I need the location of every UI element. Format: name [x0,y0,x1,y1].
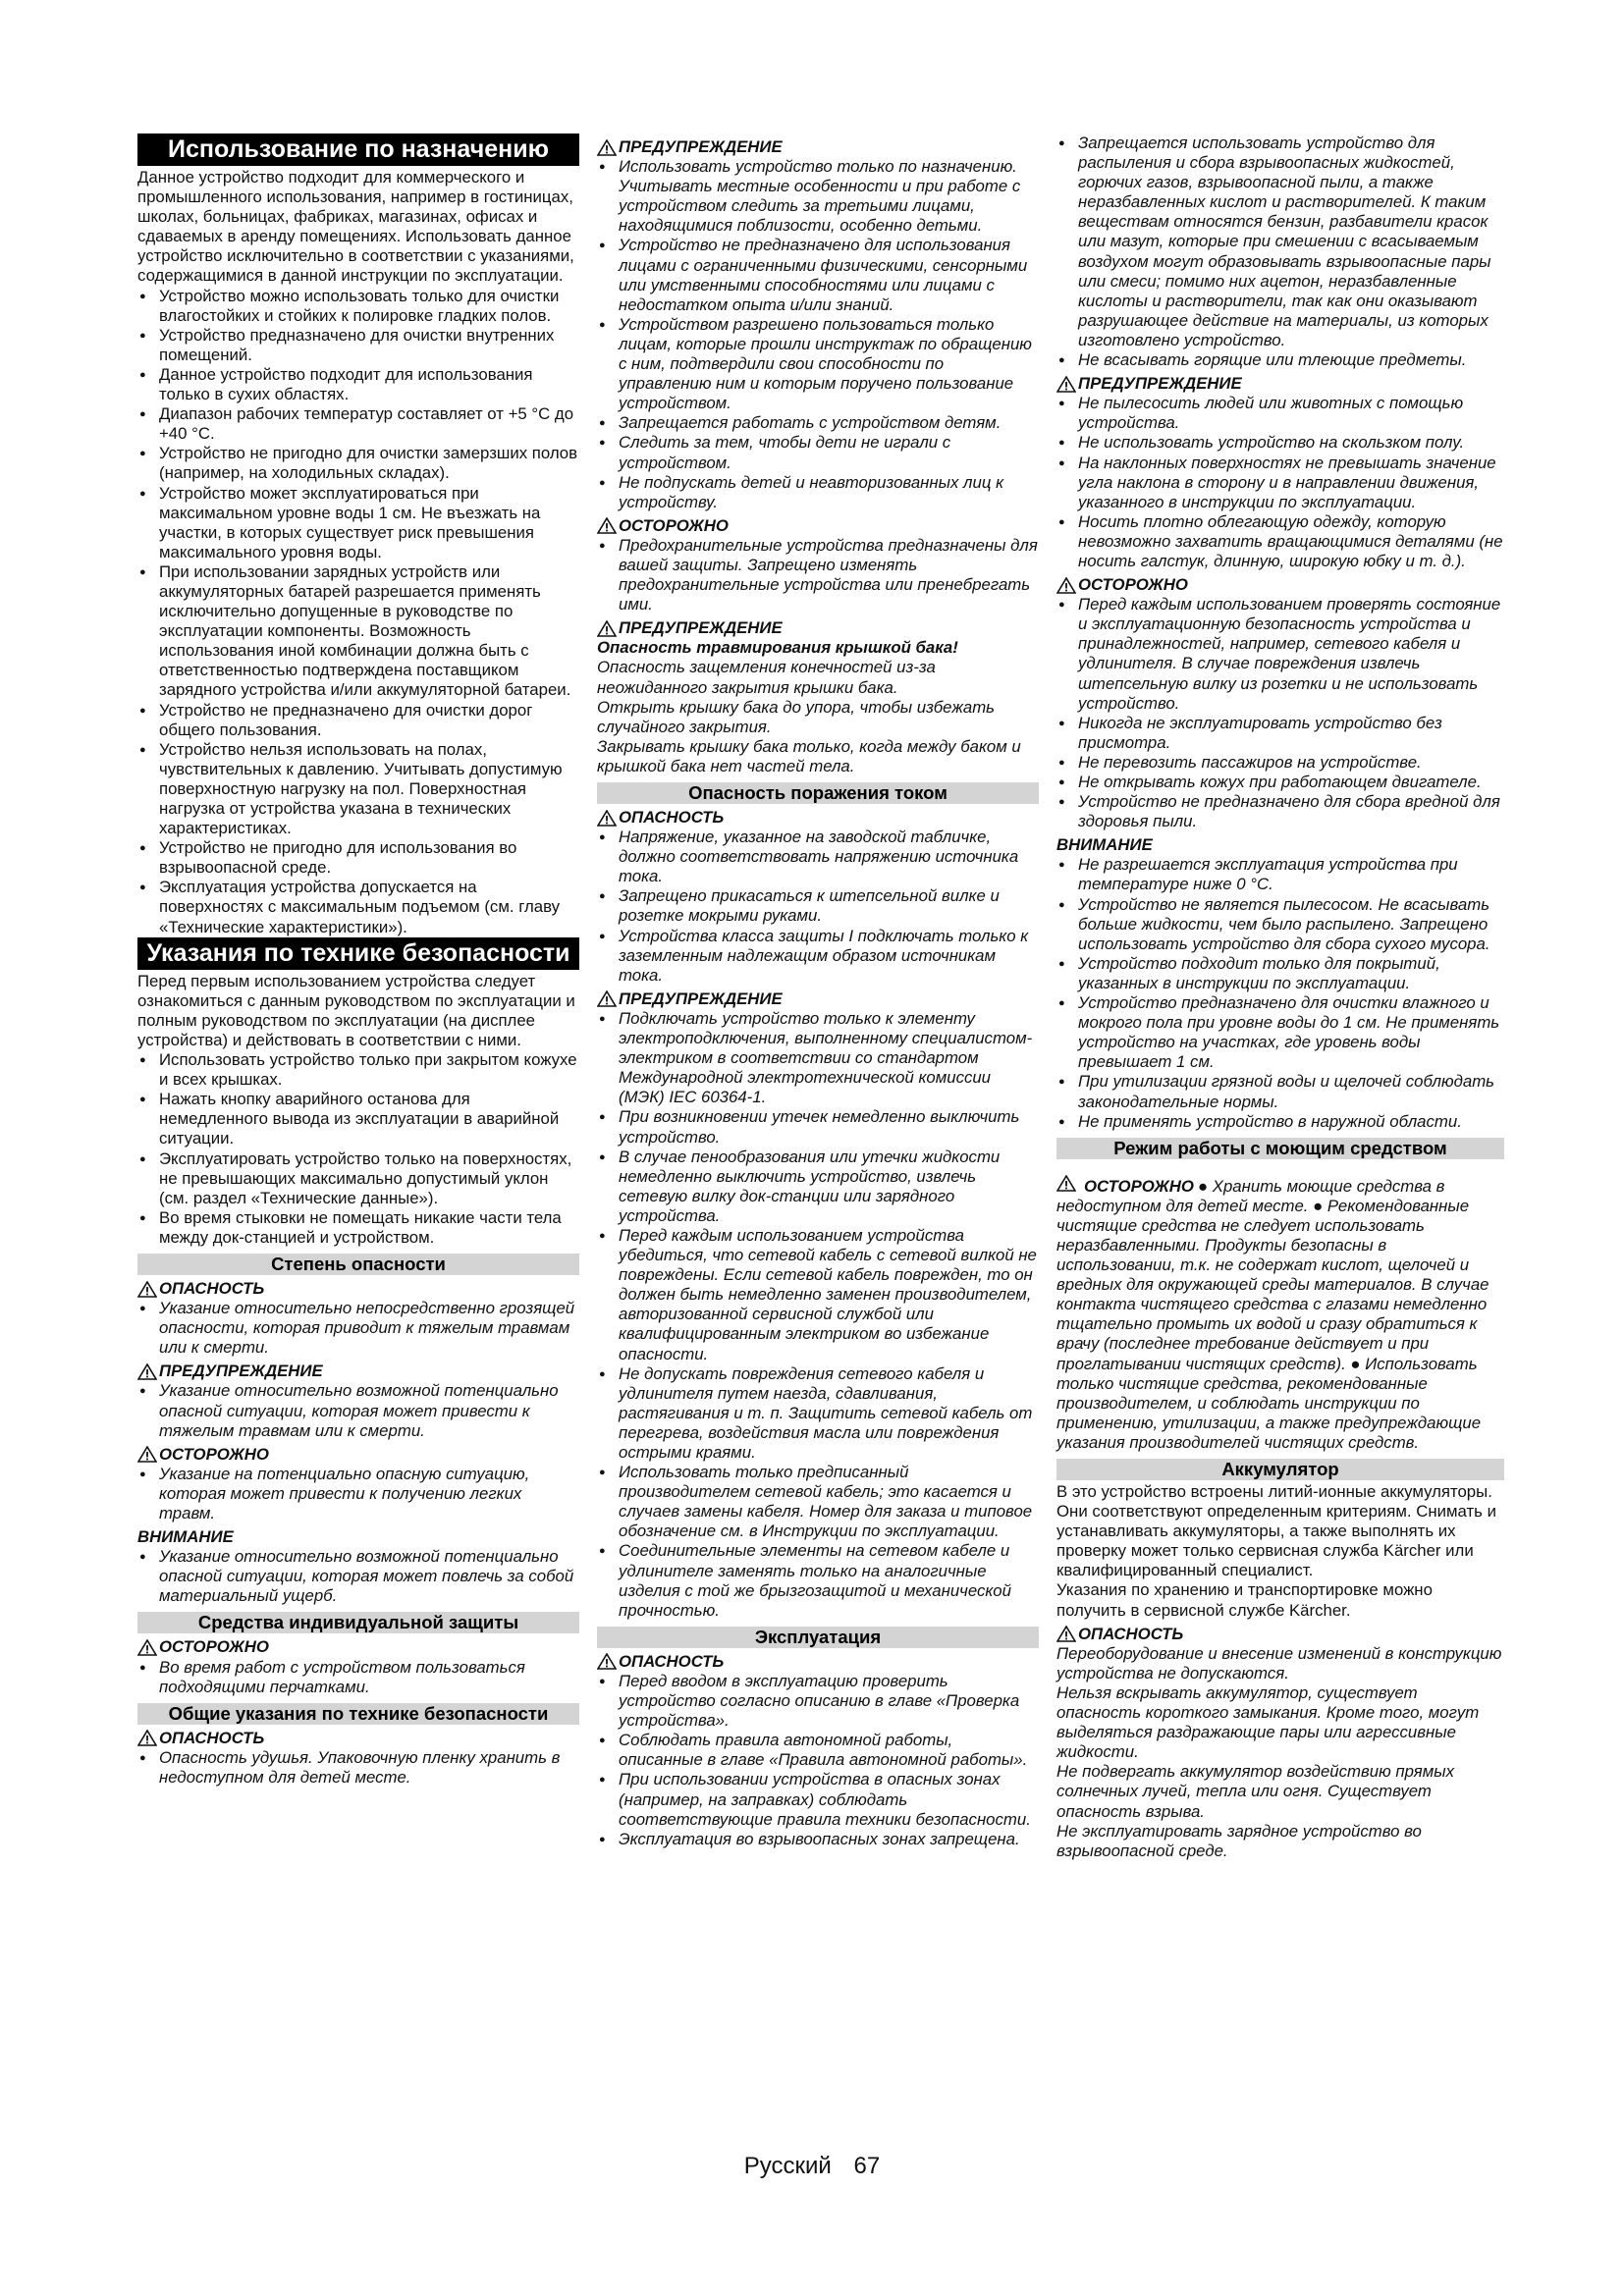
list-item: ● Эксплуатация устройства допускается на поверхностях с максимальным подъемом (см. главу «Технические характеристики»). [137,878,579,936]
warning-triangle-icon [137,1639,157,1656]
list-item: ● Не перевозить пассажиров на устройстве. [1056,753,1504,773]
signal-word-text: ОСТОРОЖНО [159,1444,269,1464]
list-item: ● Не открывать кожух при работающем двигателе. [1056,773,1504,792]
list-item: ● Устройство предназначено для очистки внутренних помещений. [137,326,579,365]
italic-paragraph: Не подвергать аккумулятор воздействию прямых солнечных лучей, тепла или огня. Существует опасность взрыва. [1056,1762,1454,1821]
bullet-list [137,1381,579,1440]
signal-word-text: ОСТОРОЖНО [1078,575,1188,595]
subsection-heading: Общие указания по технике безопасности [137,1703,579,1725]
list-item: ● Перед каждым использованием проверять состояние и эксплуатационную безопасность устройства и принадлежностей, например, сетевого кабеля и удлинителя. В случае повреждения извлечь штепсельную вилку из розетки и не использовать устройство. [1056,595,1504,714]
bullet-list [137,1547,579,1606]
signal-word-text: ОПАСНОСТЬ [619,1651,725,1671]
list-item: ● Эксплуатация во взрывоопасных зонах запрещена. [597,1830,1039,1849]
signal-word-text: ПРЕДУПРЕЖДЕНИЕ [1078,374,1242,394]
list-item: ● Использовать только предписанный производителем сетевой кабель; это касается и случаев замены кабеля. Номер для заказа и типовое обозначение см. в Инструкции по эксплуатации. [597,1463,1039,1541]
list-item: ● Перед каждым использованием устройства убедиться, что сетевой кабель с сетевой вилкой не повреждены. Если сетевой кабель поврежден, то он должен быть немедленно заменен производителем, авторизованной сервисной службой или квалифицированным электриком во избежание опасности. [597,1226,1039,1364]
warning-triangle-icon [137,1730,157,1746]
list-item: ● Следить за тем, чтобы дети не играли с устройством. [597,433,1039,472]
list-item: ● Не подпускать детей и неавторизованных лиц к устройству. [597,473,1039,512]
column-right [1056,133,1504,1861]
warning-triangle-icon [597,139,617,156]
list-item: ● При утилизации грязной воды и щелочей соблюдать законодательные нормы. [1056,1072,1504,1111]
bullet-list [137,1050,579,1248]
signal-word [1056,835,1504,855]
list-item: ● Нажать кнопку аварийного останова для немедленного вывода из эксплуатации в аварийной ситуации. [137,1090,579,1148]
section-heading: Использование по назначению [137,133,579,166]
bullet-list [597,1009,1039,1621]
bullet-list [1056,133,1504,370]
list-item: ● Устройство не пригодно для очистки замерзших полов (например, на холодильных складах). [137,444,579,483]
signal-word [597,618,1039,638]
list-item: ● Не применять устройство в наружной области. [1056,1112,1504,1132]
list-item: ● Диапазон рабочих температур составляет от +5 °С до +40 °С. [137,404,579,444]
paragraph: Указания по хранению и транспортировке можно получить в сервисной службе Kärcher. [1056,1580,1433,1620]
list-item: ● Устройства класса защиты I подключать только к заземленным надлежащим образом источникам тока. [597,927,1039,986]
page-footer [0,2153,1624,2180]
list-item: ● Устройство не является пылесосом. Не всасывать больше жидкости, чем было распылено. Запрещено использовать устройство для сбора сухого мусора. [1056,895,1504,954]
column-middle [597,133,1039,1849]
italic-paragraph: Открыть крышку бака до упора, чтобы избежать случайного закрытия. [597,697,995,736]
warning-triangle-icon [597,810,617,827]
bullet-list [1056,394,1504,571]
list-item: ● Данное устройство подходит для использования только в сухих областях. [137,365,579,404]
italic-paragraph: Переоборудование и внесение изменений в конструкцию устройства не допускаются. [1056,1643,1502,1682]
list-item: ● Устройством разрешено пользоваться только лицам, которые прошли инструктаж по обращению с ним, подтвердили свои способности по управлению ним и которым поручено пользование устройством. [597,315,1039,413]
list-item: ● При использовании устройства в опасных зонах (например, на заправках) соблюдать соответствующие правила техники безопасности. [597,1770,1039,1829]
list-item: ● Устройство подходит только для покрытий, указанных в инструкции по эксплуатации. [1056,954,1504,993]
list-item: ● Запрещено прикасаться к штепсельной вилке и розетке мокрыми руками. [597,886,1039,926]
signal-word-text: ПРЕДУПРЕЖДЕНИЕ [619,137,783,156]
signal-word [597,1652,1039,1672]
list-item: ● Не всасывать горящие или тлеющие предметы. [1056,350,1504,370]
list-item: ● Напряжение, указанное на заводской табличке, должно соответствовать напряжению источника тока. [597,828,1039,886]
list-item: ● В случае пенообразования или утечки жидкости немедленно выключить устройство, извлечь сетевую вилку док-станции или зарядного устройства. [597,1148,1039,1226]
list-item: ● Не разрешается эксплуатация устройства при температуре ниже 0 °С. [1056,855,1504,894]
bullet-list [597,1672,1039,1849]
list-item: ● Не использовать устройство на скользком полу. [1056,433,1504,453]
list-item: ● При возникновении утечек немедленно выключить устройство. [597,1107,1039,1147]
warning-triangle-icon [597,990,617,1007]
subsection-heading: Степень опасности [137,1254,579,1275]
list-item: ● Устройство нельзя использовать на полах, чувствительных к давлению. Учитывать допустимую поверхностную нагрузку на пол. Поверхностная нагрузка от устройства указана в технических характеристиках. [137,740,579,838]
signal-word [137,1527,579,1547]
signal-word [1056,575,1504,595]
signal-word-text: ОПАСНОСТЬ [619,808,725,827]
list-item: ● Подключать устройство только к элементу электроподключения, выполненному специалистом-электриком в соответствии со стандартом Международной электротехнической комиссии (МЭК) IEC 60364-1. [597,1009,1039,1107]
list-item: ● Указание относительно возможной потенциально опасной ситуации, которая может повлечь за собой материальный ущерб. [137,1547,579,1606]
list-item: ● Использовать устройство только при закрытом кожухе и всех крышках. [137,1050,579,1090]
signal-word [1056,1625,1504,1644]
warning-triangle-icon [1056,1175,1076,1192]
list-item: ● Использовать устройство только по назначению. Учитывать местные особенности и при работе с устройством следить за третьими лицами, находящимися поблизости, особенно детьми. [597,157,1039,236]
subsection-heading: Опасность поражения током [597,782,1039,804]
list-item: ● Устройство не предназначено для использования лицами с ограниченными физическими, сенсорными или умственными способностями или лицами с недостатком опыта и/или знаний. [597,236,1039,314]
list-item: ● Устройство можно использовать только для очистки влагостойких и стойких к полировке гладких полов. [137,287,579,326]
list-item: ● Запрещается работать с устройством детям. [597,413,1039,433]
list-item: ● Устройство предназначено для очистки влажного и мокрого пола при уровне воды до 1 см. Не применять устройство на участках, где уровень воды превышает 1 см. [1056,993,1504,1072]
bold-italic-paragraph: Опасность травмирования крышкой бака! [597,638,958,658]
list-item: ● Предохранительные устройства предназначены для вашей защиты. Запрещено изменять предохранительные устройства или пренебрегать ими. [597,536,1039,614]
subsection-heading: Режим работы с моющим средством [1056,1138,1504,1159]
signal-word-text: ОСТОРОЖНО [619,515,729,535]
list-item: ● Указание на потенциально опасную ситуацию, которая может привести к получению легких травм. [137,1465,579,1523]
subsection-heading: Эксплуатация [597,1627,1039,1648]
warning-triangle-icon [1056,577,1076,594]
list-item: ● Указание относительно непосредственно грозящей опасности, которая приводит к тяжелым травмам или к смерти. [137,1299,579,1358]
signal-word-text: ВНИМАНИЕ [137,1527,234,1547]
signal-word-inline: ОСТОРОЖНО [1084,1176,1194,1196]
list-item: ● Устройство не пригодно для использования во взрывоопасной среде. [137,838,579,878]
warning-triangle-icon [137,1446,157,1463]
warning-triangle-icon [597,1653,617,1670]
section-heading: Указания по технике безопасности [137,937,579,970]
bullet-list [597,536,1039,614]
signal-word [137,1445,579,1465]
signal-word-text: ОСТОРОЖНО [159,1637,269,1657]
signal-word-text: ОПАСНОСТЬ [159,1728,265,1747]
list-item: ● Никогда не эксплуатировать устройство без присмотра. [1056,714,1504,753]
list-item: ● Во время работ с устройством пользоваться подходящими перчатками. [137,1658,579,1697]
signal-word-text: ВНИМАНИЕ [1056,835,1153,855]
list-item: ● Носить плотно облегающую одежду, которую невозможно захватить вращающимися деталями (не носить галстук, длинную, широкую юбку и т. д.). [1056,512,1504,571]
signal-word [1056,374,1504,394]
signal-word [137,1637,579,1657]
warning-triangle-icon [1056,376,1076,393]
signal-word-text: ПРЕДУПРЕЖДЕНИЕ [619,988,783,1008]
signal-word [137,1729,579,1748]
paragraph: Данное устройство подходит для коммерческого и промышленного использования, например в гостиницах, школах, больницах, фабриках, магазинах, офисах и сдаваемых в аренду помещениях. Использовать данное устройство исключительно в соответствии с указаниями, содержащимися в данной инструкции по эксплуатации. [137,168,574,286]
signal-word-text: ПРЕДУПРЕЖДЕНИЕ [159,1362,323,1381]
signal-word [597,516,1039,536]
list-item: ● Эксплуатировать устройство только на поверхностях, не превышающих максимально допустимый уклон (см. раздел «Технические данные»). [137,1149,579,1208]
warning-triangle-icon [137,1363,157,1380]
list-item: ● Во время стыковки не помещать никакие части тела между док-станцией и устройством. [137,1208,579,1248]
italic-paragraph: Закрывать крышку бака только, когда между баком и крышкой бака нет частей тела. [597,736,1021,775]
bullet-list [1056,595,1504,831]
bullet-list [597,828,1039,986]
list-item: ● Опасность удушья. Упаковочную пленку хранить в недоступном для детей месте. [137,1748,579,1788]
warning-triangle-icon [597,517,617,534]
bullet-list [597,157,1039,512]
italic-paragraph: Не эксплуатировать зарядное устройство во взрывоопасной среде. [1056,1821,1422,1860]
list-item: ● Запрещается использовать устройство для распыления и сбора взрывоопасных жидкостей, горючих газов, взрывоопасной пыли, а также неразбавленных кислот и растворителей. К таким веществам относятся бензин, разбавители красок или мазут, которые при смешении с всасываемым воздухом могут образовывать взрывоопасные пары или смеси; помимо них ацетон, неразбавленные кислоты и растворители, так как они оказывают разрушающее действие на материалы, из которых изготовлено устройство. [1056,133,1504,350]
bullet-list [137,1299,579,1358]
list-item: ● При использовании зарядных устройств или аккумуляторных батарей разрешается применять исключительно допущенные в руководстве по эксплуатации компоненты. Возможность использования иной комбинации должна быть с ответственностью подтверждена поставщиком зарядного устройства и/или аккумуляторной батареи. [137,562,579,701]
list-item: ● Соблюдать правила автономной работы, описанные в главе «Правила автономной работы». [597,1731,1039,1770]
paragraph: В это устройство встроены литий-ионные аккумуляторы. Они соответствуют определенным критериям. Снимать и устанавливать аккумуляторы, а также выполнять их проверку может только сервисная служба Kärcher или квалифицированный специалист. [1056,1482,1496,1580]
bullet-list [1056,855,1504,1131]
list-item: ● Перед вводом в эксплуатацию проверить устройство согласно описанию в главе «Проверка устройства». [597,1672,1039,1731]
bullet-list [137,287,579,937]
signal-word [597,989,1039,1009]
signal-word [597,137,1039,157]
caution-text: ● Хранить моющие средства в недоступном для детей месте. ● Рекомендованные чистящие средства не следует использовать неразбавленными. Продукты безопасны в использовании, т.к. не содержат кислот, щелочей и вредных для окружающей среды материалов. В случае контакта чистящего средства с глазами немедленно тщательно промыть их водой и сразу обратиться к врачу (последнее требование действует и при проглатывании чистящих средств). ● Использовать только чистящие средства, рекомендованные производителем, и соблюдать инструкции по применению, утилизации, а также предупреждающие указания производителей чистящих средств. [1056,1176,1489,1452]
italic-paragraph: Нельзя вскрывать аккумулятор, существует опасность короткого замыкания. Кроме того, могут выделяться раздражающие пары или агрессивные жидкости. [1056,1682,1480,1762]
list-item: ● На наклонных поверхностях не превышать значение угла наклона в сторону и в направлении движения, указанного в инструкции по эксплуатации. [1056,454,1504,512]
warning-triangle-icon [597,620,617,637]
list-item: ● Устройство не предназначено для очистки дорог общего пользования. [137,701,579,740]
signal-word-text: ПРЕДУПРЕЖДЕНИЕ [619,618,783,638]
paragraph: Перед первым использованием устройства следует ознакомиться с данным руководством по эксплуатации и полным руководством по эксплуатации (на дисплее устройства) и действовать в соответствии с ними. [137,971,575,1049]
warning-triangle-icon [137,1281,157,1298]
page-number: 67 [853,2153,881,2179]
column-left [137,133,579,1788]
list-item: ● Соединительные элементы на сетевом кабеле и удлинителе заменять только на аналогичные изделия с той же брызгозащитой и механической прочностью. [597,1541,1039,1620]
signal-word-text: ОПАСНОСТЬ [1078,1624,1184,1643]
signal-word [137,1362,579,1381]
subsection-heading: Аккумулятор [1056,1459,1504,1480]
footer-language: Русский [743,2153,832,2179]
list-item: ● Не допускать повреждения сетевого кабеля и удлинителя путем наезда, сдавливания, растягивания и т. п. Защитить сетевой кабель от перегрева, воздействия масла или повреждения острыми краями. [597,1364,1039,1463]
italic-paragraph: Опасность защемления конечностей из-за неожиданного закрытия крышки бака. [597,658,936,697]
subsection-heading: Средства индивидуальной защиты [137,1612,579,1633]
list-item: ● Не пылесосить людей или животных с помощью устройства. [1056,394,1504,433]
caution-paragraph [1056,1175,1504,1453]
list-item: ● Указание относительно возможной потенциально опасной ситуации, которая может привести к тяжелым травмам или к смерти. [137,1381,579,1440]
bullet-list [137,1465,579,1523]
list-item: ● Устройство не предназначено для сбора вредной для здоровья пыли. [1056,792,1504,831]
signal-word-text: ОПАСНОСТЬ [159,1278,265,1298]
signal-word [137,1279,579,1299]
list-item: ● Устройство может эксплуатироваться при максимальном уровне воды 1 см. Не въезжать на участки, в которых существует риск превышения максимального уровня воды. [137,484,579,562]
warning-triangle-icon [1056,1626,1076,1642]
bullet-list [137,1658,579,1697]
bullet-list [137,1748,579,1788]
signal-word [597,808,1039,828]
